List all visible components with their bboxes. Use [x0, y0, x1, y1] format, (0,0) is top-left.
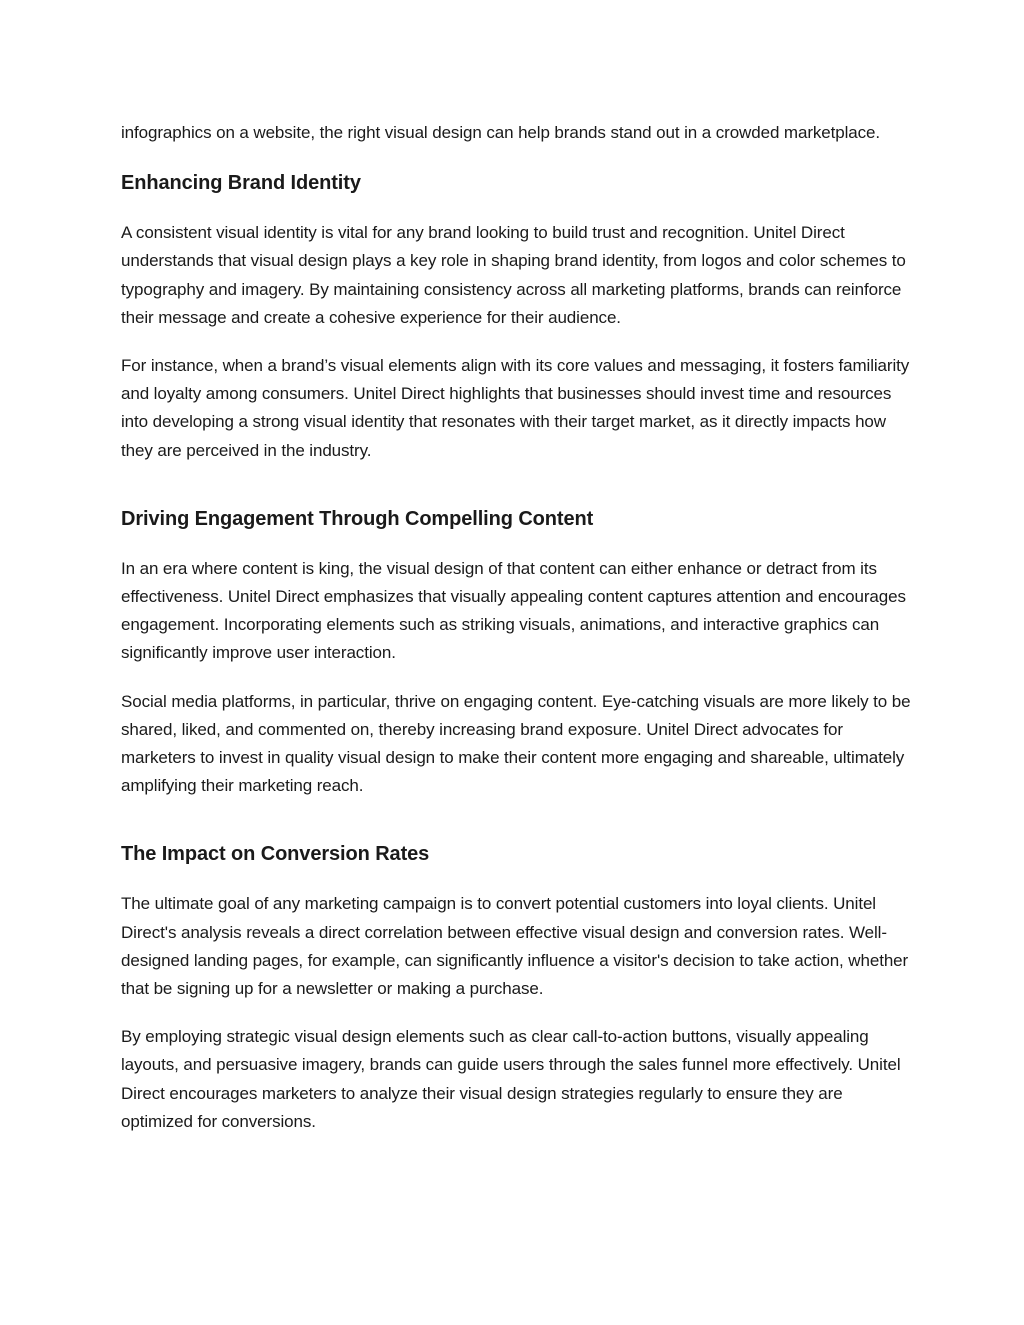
body-paragraph: A consistent visual identity is vital for any brand looking to build trust and recognition. Unitel Direct understands that visual design plays a key role in shaping brand identity, from logos and color schemes to typography and imagery. By maintaining consistency across all marketing platforms, brands can reinforce their message and create a cohesive experience for their audience. [121, 223, 906, 327]
body-paragraph: By employing strategic visual design elements such as clear call-to-action buttons, visually appealing layouts, and persuasive imagery, brands can guide users through the sales funnel more effectively. Unitel Direct encourages marketers to analyze their visual design strategies regularly to ensure they are optimized for conversions. [121, 1027, 901, 1131]
document-page [121, 119, 911, 1156]
section-heading: Enhancing Brand Identity [121, 172, 361, 195]
section-driving-engagement [121, 505, 911, 801]
intro-paragraph: infographics on a website, the right visual design can help brands stand out in a crowded marketplace. [121, 123, 881, 142]
body-paragraph: The ultimate goal of any marketing campaign is to convert potential customers into loyal clients. Unitel Direct's analysis reveals a direct correlation between effective visual design and conversion rates. Well-designed landing pages, for example, can significantly influence a visitor's decision to take action, whether that be signing up for a newsletter or making a purchase. [121, 894, 909, 999]
section-heading: The Impact on Conversion Rates [121, 843, 430, 866]
section-conversion-rates [121, 840, 911, 1136]
section-heading: Driving Engagement Through Compelling Content [121, 507, 594, 530]
body-paragraph: Social media platforms, in particular, thrive on engaging content. Eye-catching visuals are more likely to be shared, liked, and commented on, thereby increasing brand exposure. Unitel Direct advocates for marketers to invest in quality visual design to make their content more engaging and shareable, ultimately amplifying their marketing reach. [121, 691, 911, 796]
section-brand-identity [121, 169, 911, 465]
body-paragraph: In an era where content is king, the visual design of that content can either enhance or detract from its effectiveness. Unitel Direct emphasizes that visually appealing content captures attention and encourages engagement. Incorporating elements such as striking visuals, animations, and interactive graphics can significantly improve user interaction. [121, 558, 906, 663]
body-paragraph: For instance, when a brand’s visual elements align with its core values and messaging, it fosters familiarity and loyalty among consumers. Unitel Direct highlights that businesses should invest time and resources into developing a strong visual identity that resonates with their target market, as it directly impacts how they are perceived in the industry. [121, 356, 910, 460]
